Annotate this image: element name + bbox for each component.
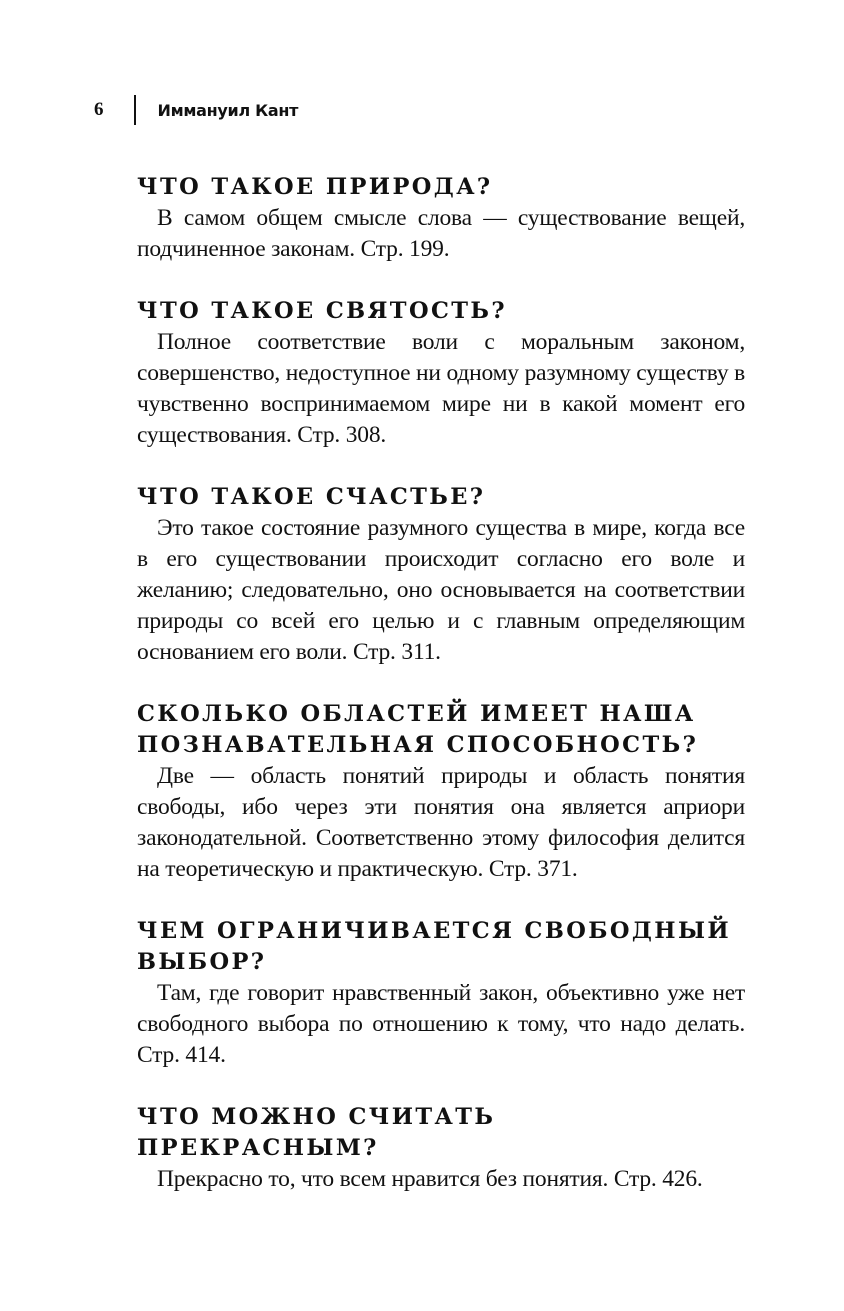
answer-text: Две — область понятий природы и область понятия свободы, ибо через эти понятия она является априори законодательной. Соответственно этому философия делится на теоретическую и практическую. Стр. 371. (137, 763, 745, 882)
running-header (94, 94, 298, 126)
page-number: 6 (94, 99, 104, 120)
answer-text: В самом общем смысле слова — существование вещей, подчиненное законам. Стр. 199. (137, 205, 745, 262)
answer-text: Прекрасно то, что всем нравится без понятия. Стр. 426. (157, 1166, 703, 1192)
answer-text: Это такое состояние разумного существа в мире, когда все в его существовании происходит согласно его воле и желанию; следовательно, оно основывается на соответствии природы со всей его целью и с главным определяющим основанием его воли. Стр. 311. (137, 515, 745, 665)
qa-entry (137, 699, 745, 885)
question-heading: СКОЛЬКО ОБЛАСТЕЙ ИМЕЕТ НАША ПОЗНАВАТЕЛЬНАЯ СПОСОБНОСТЬ? (137, 701, 699, 758)
qa-entry (137, 1102, 745, 1195)
qa-entry (137, 296, 745, 451)
answer-text: Полное соответствие воли с моральным законом, совершенство, недоступное ни одному разумному существу в чувственно воспринимаемом мире ни в какой момент его существования. Стр. 308. (137, 329, 745, 448)
question-heading: ЧТО ТАКОЕ ПРИРОДА? (137, 174, 493, 200)
question-heading: ЧТО ТАКОЕ СЧАСТЬЕ? (137, 484, 486, 510)
question-heading: ЧТО ТАКОЕ СВЯТОСТЬ? (137, 298, 507, 324)
qa-entry (137, 172, 745, 265)
question-heading: ЧТО МОЖНО СЧИТАТЬ ПРЕКРАСНЫМ? (137, 1104, 496, 1161)
header-divider (134, 95, 136, 125)
answer-text: Там, где говорит нравственный закон, объективно уже нет свободного выбора по отношению к тому, что надо делать. Стр. 414. (137, 980, 745, 1068)
running-title: Иммануил Кант (157, 100, 299, 120)
question-heading: ЧЕМ ОГРАНИЧИВАЕТСЯ СВОБОДНЫЙ ВЫБОР? (137, 918, 732, 975)
qa-entry (137, 482, 745, 668)
qa-entry (137, 916, 745, 1071)
qa-list (137, 172, 745, 1226)
